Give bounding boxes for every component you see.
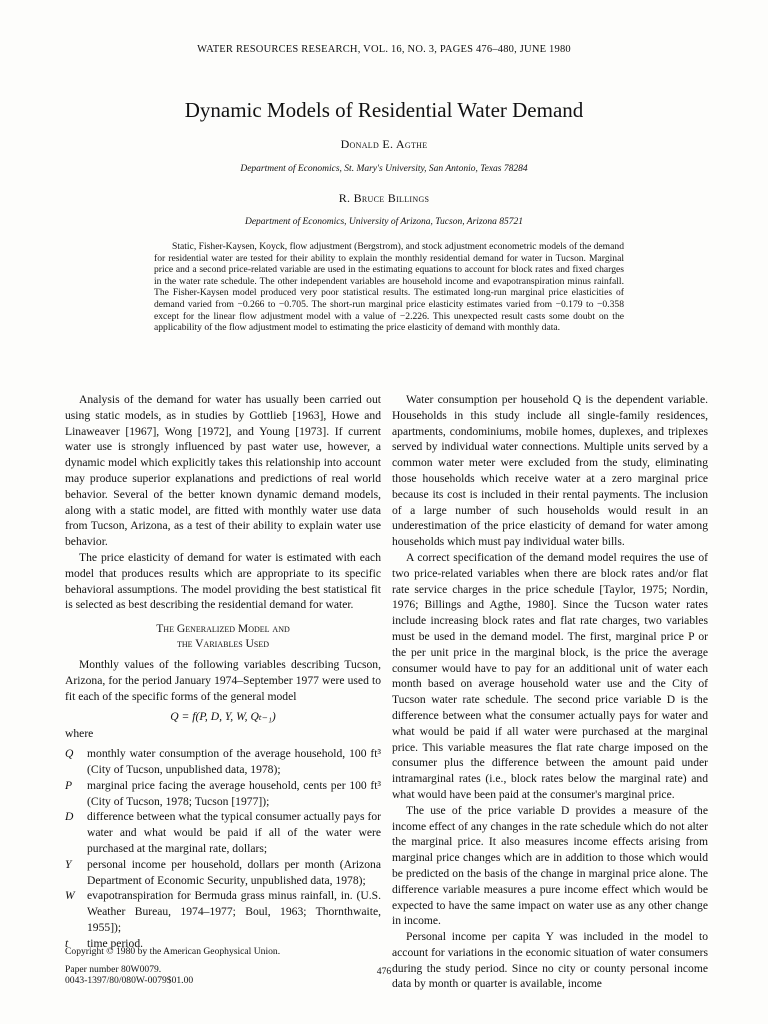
- variable-item: [65, 888, 381, 935]
- variable-symbol: W: [65, 889, 75, 903]
- section-heading: [65, 621, 381, 651]
- right-paragraph-4: Personal income per capita Y was included in the model to account for variations in the economic situation of water consumers during the study period. Since no city or county personal income data by month or quarter is available, income: [392, 930, 708, 991]
- variable-definition: marginal price facing the average household, cents per 100 ft³ (City of Tucson, 1978; Tucson [1977]);: [87, 778, 381, 808]
- author-2-name: R. Bruce Billings: [338, 191, 430, 205]
- left-column: [65, 392, 381, 952]
- left-paragraph-2: The price elasticity of demand for water is estimated with each model that produces results which are appropriate to its specific behavioral assumptions. The model providing the best statistical fit is selected as best describing the residential demand for water.: [65, 550, 381, 612]
- abstract: Static, Fisher-Kaysen, Koyck, flow adjustment (Bergstrom), and stock adjustment econometric models of the demand for residential water are tested for their ability to explain the monthly residential demand for water in Tucson. Marginal price and a second price-related variable are used in the estimating equations to account for block rates and fixed charges in the water rate schedule. The other independent variables are household income and evapotranspiration minus rainfall. The Fisher-Kaysen model produced very poor statistical results. The estimated long-run marginal price elasticities of demand varied from −0.266 to −0.705. The short-run marginal price elasticity estimates varied from −0.179 to −0.358 except for the linear flow adjustment model with a value of −2.226. This unexpected result casts some doubt on the applicability of the flow adjustment model to estimating the price elasticity of demand with monthly data.: [154, 241, 624, 334]
- variable-item: [65, 746, 381, 778]
- variable-definition: personal income per household, dollars per month (Arizona Department of Economic Security, unpublished data, 1978);: [87, 857, 381, 887]
- variable-definition: evapotranspiration for Bermuda grass minus rainfall, in. (U.S. Weather Bureau, 1974–1977; Boul, 1963; Thornthwaite, 1955]);: [87, 889, 381, 934]
- section-heading-line-1: The Generalized Model and: [156, 622, 290, 636]
- left-paragraph-3: Monthly values of the following variables describing Tucson, Arizona, for the period January 1974–September 1977 were used to fit each of the specific forms of the general model: [65, 658, 381, 703]
- right-paragraph-1: Water consumption per household Q is the dependent variable. Households in this study include all single-family residences, apartments, condominiums, mobile homes, duplexes, and triplexes served by individual water connections. Multiple units served by a common water meter were excluded from the study, eliminating those households which receive water at a zero marginal price because its cost is included in their rental payments. The inclusion of a large number of such households would result in an underestimation of the price elasticity of demand for water among households which must pay individual water bills.: [392, 393, 708, 549]
- variable-item: [65, 857, 381, 889]
- variable-symbol: t: [65, 936, 69, 950]
- variable-definition: time period.: [87, 936, 144, 950]
- author-1-name: Donald E. Agthe: [340, 137, 428, 151]
- variable-item: [65, 778, 381, 810]
- journal-header: WATER RESOURCES RESEARCH, VOL. 16, NO. 3, PAGES 476–480, JUNE 1980: [197, 44, 571, 55]
- page-number: 476: [376, 966, 392, 977]
- variable-list: [65, 746, 381, 951]
- variable-symbol: D: [65, 810, 74, 824]
- right-column: [392, 392, 708, 992]
- paper-code: 0043-1397/80/080W-0079$01.00: [65, 975, 194, 986]
- right-paragraph-3: The use of the price variable D provides a measure of the income effect of any changes in the rate schedule which do not alter the marginal price. It also measures income effects arising from marginal price changes which are in addition to those which would be predicted on the basis of the change in marginal price alone. The difference variable measures a pure income effect which would be expected to have the same impact on water use as any other change in income.: [392, 803, 708, 928]
- variable-definition: difference between what the typical consumer actually pays for water and what would be paid if all of the water were purchased at the marginal rate, dollars;: [87, 810, 381, 855]
- section-heading-line-2: the Variables Used: [176, 637, 270, 651]
- copyright-notice: Copyright © 1980 by the American Geophysical Union.: [65, 946, 281, 957]
- where-label: where: [65, 727, 94, 741]
- variable-symbol: Q: [65, 747, 74, 761]
- left-paragraph-1: Analysis of the demand for water has usually been carried out using static models, as in studies by Gottlieb [1963], Howe and Linaweaver [1967], Wong [1972], and Young [1973]. If current water use is strongly influenced by past water use, however, a dynamic model which explicitly takes this relationship into account may produce superior explanations and predictions of real world behavior. Several of the better known dynamic demand models, along with a static model, are fitted with monthly water use data from Tucson, Arizona, as a test of their ability to explain water use behavior.: [65, 393, 381, 549]
- paper-title: Dynamic Models of Residential Water Demand: [184, 98, 584, 122]
- variable-symbol: P: [65, 778, 73, 792]
- right-paragraph-2: A correct specification of the demand model requires the use of two price-related variables when there are block rates and/or flat rate service charges in the price schedule [Taylor, 1975; Nordin, 1976; Billings and Agthe, 1980]. Since the Tucson water rates include increasing block rates and flat rate charges, two variables must be used in the demand model. The first, marginal price P or the per unit price in the marginal block, is the price the average consumer would have to pay for an additional unit of water each month based on average household water use and the City of Tucson water rate schedule. The second price variable D is the difference between what the consumer actually pays for water and what would be paid if all water were purchased at the marginal price. This variable measures the flat rate charge imposed on the consumer plus the difference between the amount paid under intramarginal rates (i.e., block rates below the marginal rate) and what would have been paid at the consumer's marginal price.: [392, 550, 708, 801]
- variable-symbol: Y: [65, 857, 72, 871]
- author-2-affiliation: Department of Economics, University of Arizona, Tucson, Arizona 85721: [244, 217, 524, 227]
- paper-number: Paper number 80W0079.: [65, 963, 162, 975]
- general-model-equation: Q = f(P, D, Y, W, Qₜ₋₁): [170, 709, 276, 723]
- variable-item: [65, 809, 381, 856]
- author-1-affiliation: Department of Economics, St. Mary's University, San Antonio, Texas 78284: [240, 164, 528, 174]
- variable-definition: monthly water consumption of the average household, 100 ft³ (City of Tucson, unpublished data, 1978);: [87, 747, 381, 776]
